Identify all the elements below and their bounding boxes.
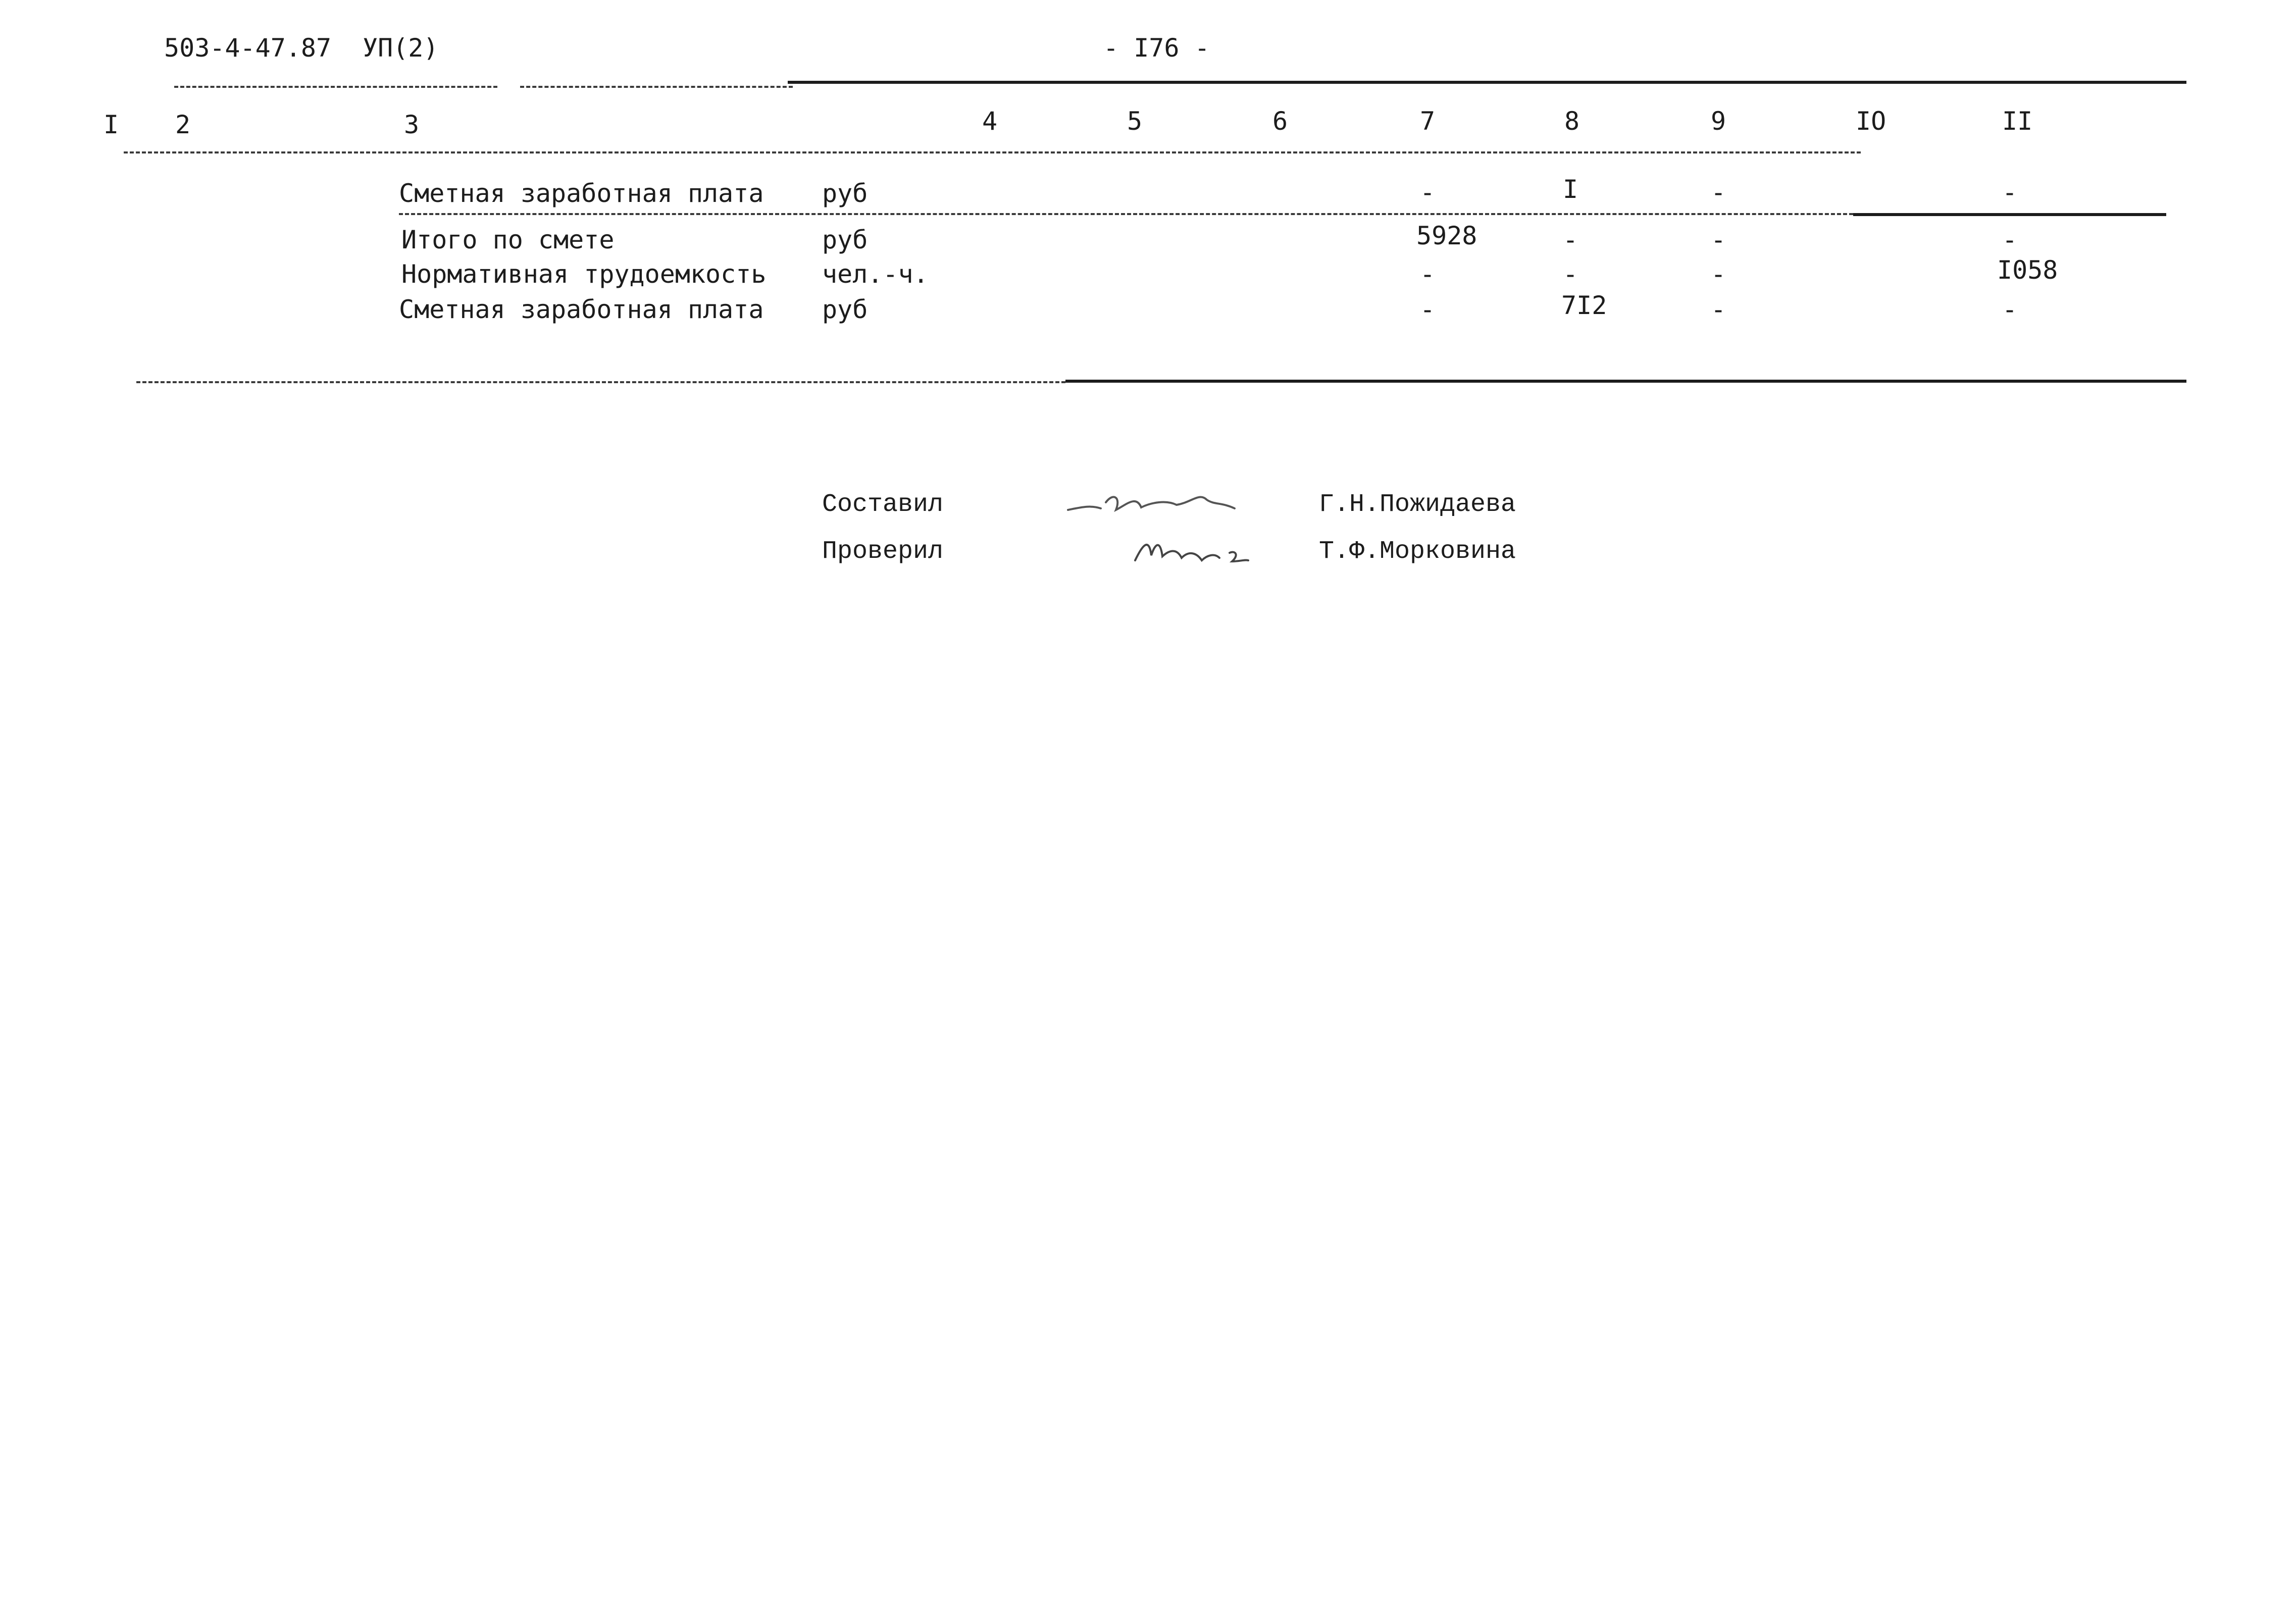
column-number-1: I	[104, 110, 119, 139]
subtotal-rule-solid	[1853, 213, 2166, 216]
column-number-5: 5	[1127, 107, 1143, 136]
compiler-name: Г.Н.Пожидаева	[1319, 490, 1516, 519]
column-header-rule	[124, 151, 1861, 153]
row-name: Сметная заработная плата	[399, 179, 764, 208]
row-value-col9: -	[1711, 295, 1726, 324]
row-value-col7: 5928	[1416, 221, 1477, 250]
checker-name: Т.Ф.Морковина	[1319, 537, 1516, 566]
column-number-9: 9	[1711, 107, 1726, 136]
row-value-col7: -	[1420, 295, 1436, 324]
row-value-col9: -	[1711, 225, 1726, 254]
subtotal-rule	[399, 213, 1853, 215]
album-code: УП(2)	[363, 33, 439, 63]
row-name: Сметная заработная плата	[399, 295, 764, 324]
row-value-col9: -	[1711, 178, 1726, 207]
document-code: 503-4-47.87	[164, 33, 332, 63]
table-bottom-rule-solid	[1065, 380, 2186, 383]
column-number-3: 3	[404, 110, 420, 139]
row-value-col11: -	[2002, 295, 2018, 324]
row-value-col8: -	[1563, 225, 1578, 254]
row-value-col11: -	[2002, 225, 2018, 254]
column-number-6: 6	[1272, 107, 1288, 136]
row-name: Нормативная трудоемкость	[401, 259, 767, 289]
row-value-col7: -	[1420, 178, 1436, 207]
compiler-signature	[1065, 482, 1242, 517]
column-number-2: 2	[175, 110, 191, 139]
column-number-4: 4	[982, 107, 998, 136]
row-value-col7: -	[1420, 259, 1436, 289]
row-value-col8: -	[1563, 259, 1578, 289]
row-unit: руб	[822, 225, 868, 254]
row-name: Итого по смете	[401, 225, 615, 254]
page-number: - I76 -	[1103, 33, 1210, 63]
row-unit: чел.-ч.	[822, 259, 929, 289]
checker-signature	[1131, 530, 1252, 568]
checked-by-label: Проверил	[822, 537, 944, 566]
row-value-col11: I058	[1997, 255, 2058, 285]
row-unit: руб	[822, 179, 868, 208]
column-number-8: 8	[1564, 107, 1580, 136]
header-underline	[174, 86, 497, 88]
table-bottom-rule	[136, 381, 1065, 383]
header-underline-right	[520, 86, 793, 88]
column-number-11: II	[2002, 107, 2033, 136]
row-value-col8: 7I2	[1561, 291, 1607, 320]
compiled-by-label: Составил	[822, 490, 944, 519]
column-number-10: IO	[1856, 107, 1886, 136]
column-number-7: 7	[1420, 107, 1436, 136]
row-value-col11: -	[2002, 178, 2018, 207]
row-value-col9: -	[1711, 259, 1726, 289]
row-value-col8: I	[1563, 175, 1578, 204]
row-unit: руб	[822, 295, 868, 324]
table-top-rule	[788, 81, 2186, 84]
